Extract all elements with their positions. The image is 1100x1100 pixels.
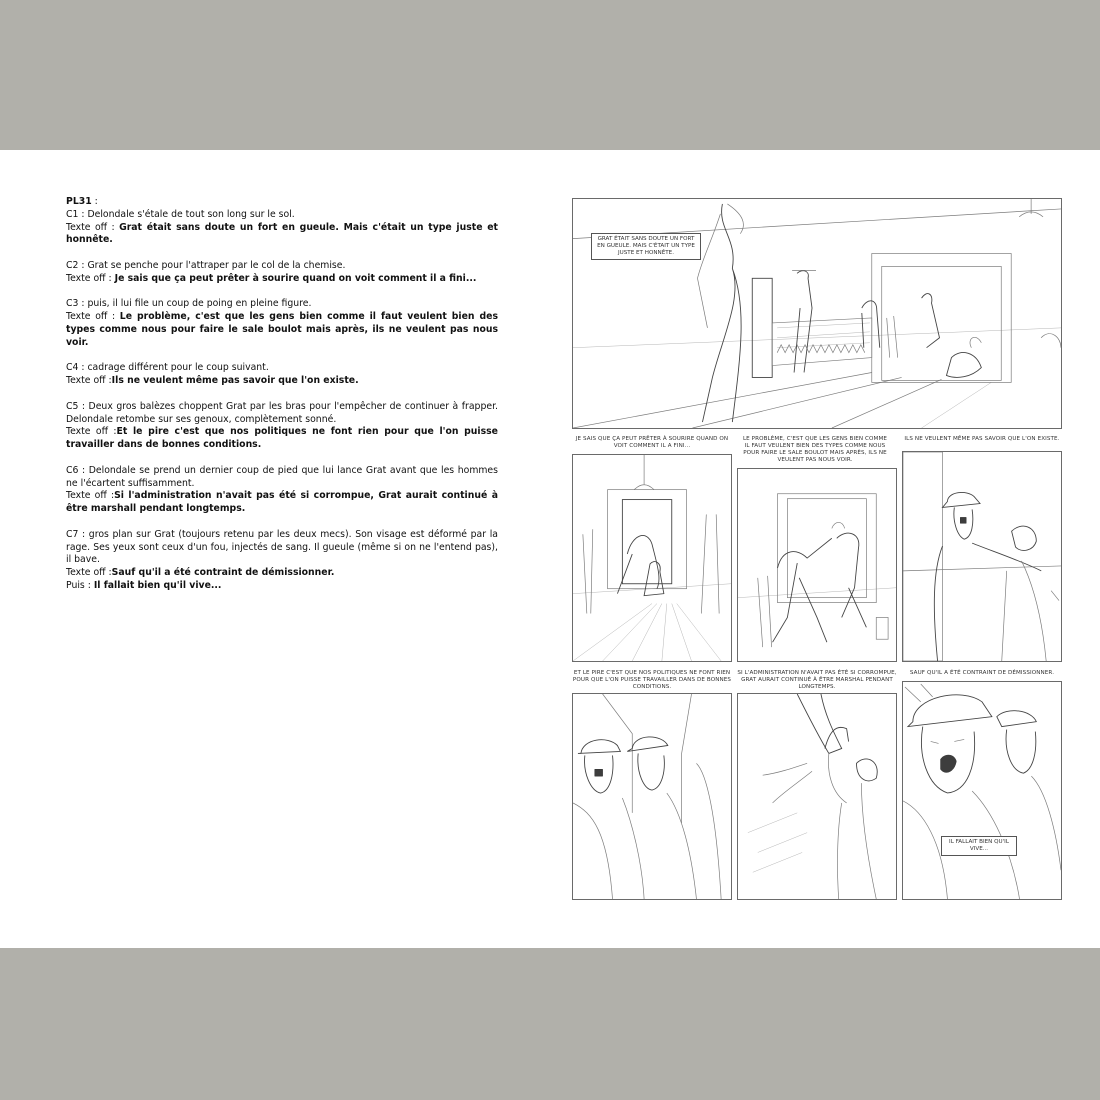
c7-desc: C7 : gros plan sur Grat (toujours retenu par les deux mecs). Son visage est déformé par la rage. Ses yeux sont ceux d'un fou, injectés de sang. Il gueule (même si on ne l'entend pas), il bave. — [66, 528, 498, 566]
panel-5-sketch — [573, 694, 731, 899]
plate-heading: PL31 : C1 : Delondale s'étale de tout son long sur le sol. Texte off : Grat était sans doute un fort en gueule. Mais c'était un type juste et honnête. — [66, 196, 498, 246]
c7-block: C7 : gros plan sur Grat (toujours retenu par les deux mecs). Son visage est déformé par la rage. Ses yeux sont ceux d'un fou, injectés de sang. Il gueule (même si on ne l'entend pas), il bave. Texte off :Sauf qu'il a été contraint de démissionner. Puis : Il fallait bien qu'il vive... — [66, 528, 498, 591]
c7-text: Sauf qu'il a été contraint de démissionner. — [111, 567, 335, 579]
p7-caption: SAUF QU'IL A ÉTÉ CONTRAINT DE DÉMISSIONNER. — [909, 670, 1055, 676]
p1-caption-box: GRAT ÉTAIT SANS DOUTE UN FORT EN GUEULE. MAIS C'ÉTAIT UN TYPE JUSTE ET HONNÊTE. — [591, 233, 701, 260]
p5-caption: ET LE PIRE C'EST QUE NOS POLITIQUES NE FONT RIEN POUR QUE L'ON PUISSE TRAVAILLER DANS DE BONNES CONDITIONS. — [572, 670, 732, 690]
c4-block: C4 : cadrage différent pour le coup suivant. Texte off :Ils ne veulent même pas savoir que l'on existe. — [66, 362, 359, 387]
c4-desc: C4 : cadrage différent pour le coup suivant. — [66, 362, 269, 374]
c6-block: C6 : Delondale se prend un dernier coup de pied que lui lance Grat avant que les hommes ne l'écartent suffisamment. Texte off :Si l'administration n'avait pas été si corrompue, Grat aurait continué à être marshall pendant longtemps. — [66, 464, 498, 515]
c3-block: C3 : puis, il lui file un coup de poing en pleine figure. Texte off : Le problème, c'est que les gens bien comme il faut veulent bien des types comme nous pour faire le sale boulot mais après, ils ne veulent pas nous voir. — [66, 298, 498, 348]
c3-text: Le problème, c'est que les gens bien comme il faut veulent bien des types comme nous pour faire le sale boulot mais après, ils ne veulent pas nous voir. — [66, 311, 498, 348]
c6-desc: C6 : Delondale se prend un dernier coup de pied que lui lance Grat avant que les hommes ne l'écartent suffisamment. — [66, 464, 498, 489]
c7-then-text: Il fallait bien qu'il vive... — [93, 579, 222, 591]
panel-5 — [572, 693, 732, 900]
panel-3-sketch — [738, 469, 896, 661]
c3-desc: C3 : puis, il lui file un coup de poing en pleine figure. — [66, 298, 312, 310]
panel-6-sketch — [738, 694, 896, 899]
c2-desc: C2 : Grat se penche pour l'attraper par le col de la chemise. — [66, 259, 346, 271]
c2-block: C2 : Grat se penche pour l'attraper par le col de la chemise. Texte off : Je sais que ça peut prêter à sourire quand on voit comment il a fini... — [66, 259, 477, 284]
c2-text: Je sais que ça peut prêter à sourire quand on voit comment il a fini... — [114, 272, 477, 284]
c6-text: Si l'administration n'avait pas été si corrompue, Grat aurait continué à être marshall pendant longtemps. — [66, 490, 498, 515]
c1-text: Grat était sans doute un fort en gueule. Mais c'était un type juste et honnête. — [66, 221, 498, 246]
c1-desc: C1 : Delondale s'étale de tout son long sur le sol. — [66, 208, 295, 220]
top-gray-band — [0, 0, 1100, 150]
bottom-gray-band — [0, 948, 1100, 1100]
p4-caption: ILS NE VEULENT MÊME PAS SAVOIR QUE L'ON EXISTE. — [904, 436, 1060, 442]
panel-3 — [737, 468, 897, 662]
c5-block: C5 : Deux gros balèzes choppent Grat par les bras pour l'empêcher de continuer à frapper. Delondale retombe sur ses genoux, complètement sonné. Texte off :Et le pire c'est que nos politiques ne font rien pour que l'on puisse travailler dans de bonnes conditions. — [66, 400, 498, 451]
p7-caption-box: IL FALLAIT BIEN QU'IL VIVE... — [941, 836, 1017, 856]
panel-4-sketch — [903, 452, 1061, 661]
panel-7 — [902, 681, 1062, 900]
panel-7-sketch — [903, 682, 1061, 899]
panel-6 — [737, 693, 897, 900]
p2-caption: JE SAIS QUE ÇA PEUT PRÊTER À SOURIRE QUAND ON VOIT COMMENT IL A FINI... — [575, 436, 729, 449]
c5-text: Et le pire c'est que nos politiques ne font rien pour que l'on puisse travailler dans de bonnes conditions. — [66, 426, 498, 451]
panel-4 — [902, 451, 1062, 662]
comic-page-sketch — [570, 196, 1064, 906]
script-text — [66, 196, 498, 606]
panel-1 — [572, 198, 1062, 429]
p3-caption: LE PROBLÈME, C'EST QUE LES GENS BIEN COMME IL FAUT VEULENT BIEN DES TYPES COMME NOUS POUR FAIRE LE SALE BOULOT MAIS APRÈS, ILS NE VEULENT PAS NOUS VOIR. — [742, 436, 888, 463]
c4-text: Ils ne veulent même pas savoir que l'on existe. — [111, 375, 359, 387]
panel-2-sketch — [573, 455, 731, 661]
p6-caption: SI L'ADMINISTRATION N'AVAIT PAS ÉTÉ SI CORROMPUE, GRAT AURAIT CONTINUÉ À ÊTRE MARSHAL PENDANT LONGTEMPS. — [737, 670, 897, 690]
panel-2 — [572, 454, 732, 662]
c5-desc: C5 : Deux gros balèzes choppent Grat par les bras pour l'empêcher de continuer à frapper. Delondale retombe sur ses genoux, complètement sonné. — [66, 400, 498, 425]
